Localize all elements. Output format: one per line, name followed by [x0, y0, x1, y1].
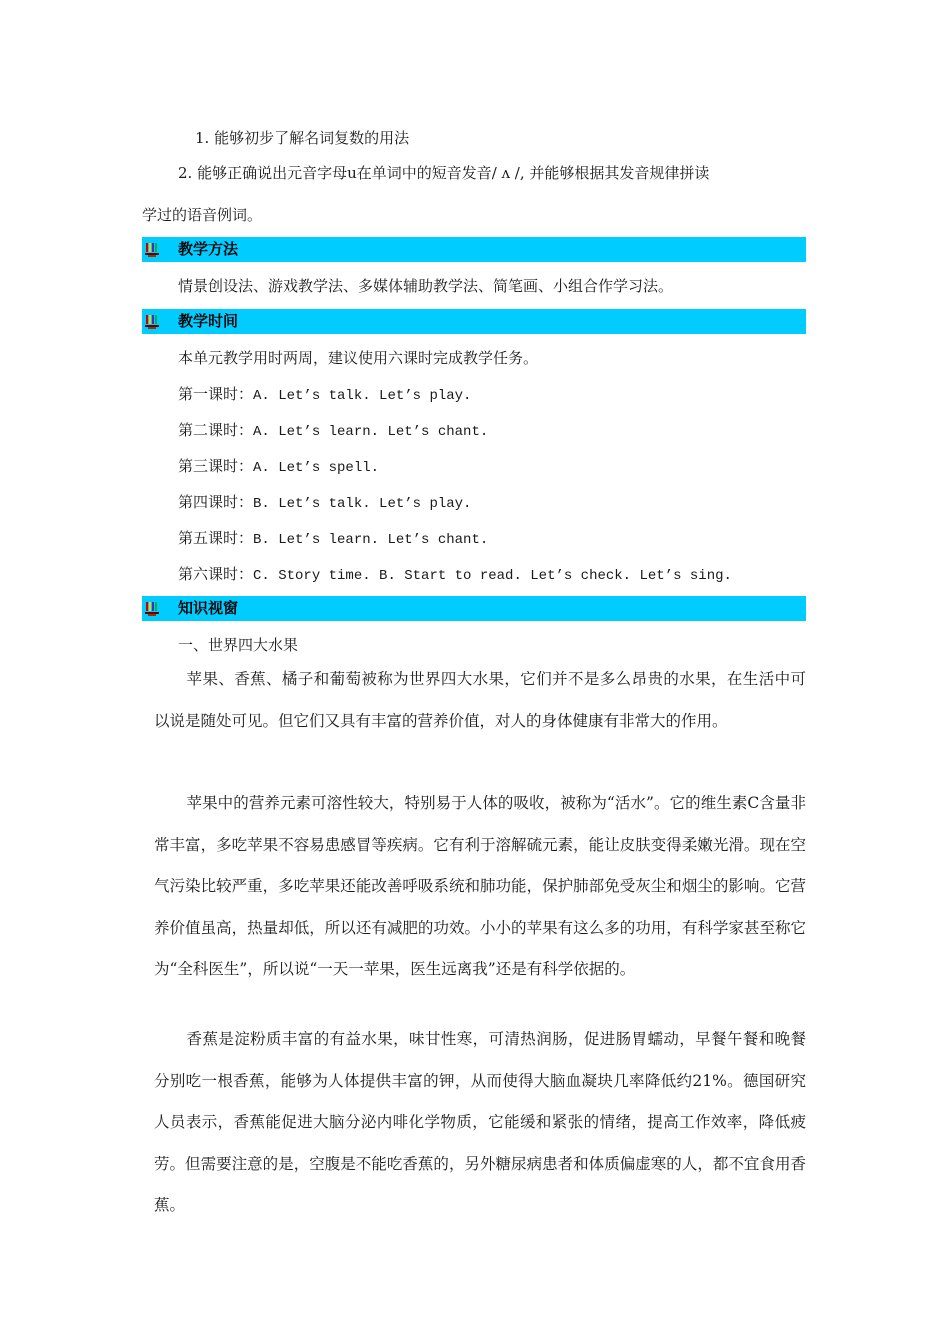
lesson-row: [178, 384, 471, 406]
section-bar-knowledge: [142, 596, 806, 621]
lesson-content: B. Let’s learn. Let’s chant.: [253, 532, 489, 548]
lesson-label: 第四课时：: [178, 493, 254, 511]
lesson-row: [178, 528, 488, 550]
lesson-row: [178, 420, 488, 442]
lesson-row: [178, 492, 471, 514]
objective-item-2-line-2: 学过的语音例词。: [142, 206, 263, 224]
section-heading-methods: 教学方法: [178, 240, 239, 258]
lesson-label: 第三课时：: [178, 457, 254, 475]
lesson-content: A. Let’s learn. Let’s chant.: [253, 424, 489, 440]
knowledge-subheading: 一、世界四大水果: [178, 636, 299, 654]
lesson-row: [178, 564, 732, 586]
lesson-content: B. Let’s talk. Let’s play.: [253, 496, 472, 512]
lesson-label: 第一课时：: [178, 385, 254, 403]
lesson-label: 第六课时：: [178, 565, 254, 583]
objective-item-1: 1. 能够初步了解名词复数的用法: [195, 129, 410, 147]
knowledge-paragraph: 香蕉是淀粉质丰富的有益水果，味甘性寒，可清热润肠，促进肠胃蠕动，早餐午餐和晚餐分别吃一根香蕉，能够为人体提供丰富的钾，从而使得大脑血凝块几率降低约21%。德国研究人员表示，香蕉能促进大脑分泌内啡化学物质，它能缓和紧张的情绪，提高工作效率，降低疲劳。但需要注意的是，空腹是不能吃香蕉的，另外糖尿病患者和体质偏虚寒的人，都不宜食用香蕉。: [154, 1030, 806, 1214]
book-stack-icon: [145, 601, 159, 616]
time-intro: 本单元教学用时两周，建议使用六课时完成教学任务。: [178, 349, 539, 367]
lesson-label: 第五课时：: [178, 529, 254, 547]
lesson-content: C. Story time. B. Start to read. Let’s check. Let’s sing.: [253, 568, 732, 584]
lesson-label: 第二课时：: [178, 421, 254, 439]
section-heading-knowledge: 知识视窗: [178, 599, 239, 617]
section-bar-methods: [142, 237, 806, 262]
book-stack-icon: [145, 314, 159, 329]
book-stack-icon: [145, 242, 159, 257]
section-heading-time: 教学时间: [178, 312, 239, 330]
lesson-content: A. Let’s talk. Let’s play.: [253, 388, 472, 404]
objective-item-2-line-1: 2. 能够正确说出元音字母u在单词中的短音发音/ ʌ /, 并能够根据其发音规律拼读: [178, 164, 710, 182]
methods-text: 情景创设法、游戏教学法、多媒体辅助教学法、简笔画、小组合作学习法。: [178, 277, 674, 295]
lesson-content: A. Let’s spell.: [253, 460, 380, 476]
knowledge-paragraph: 苹果中的营养元素可溶性较大，特别易于人体的吸收，被称为“活水”。它的维生素C含量非常丰富，多吃苹果不容易患感冒等疾病。它有利于溶解硫元素，能让皮肤变得柔嫩光滑。现在空气污染比较严重，多吃苹果还能改善呼吸系统和肺功能，保护肺部免受灰尘和烟尘的影响。它营养价值虽高，热量却低，所以还有减肥的功效。小小的苹果有这么多的功用，有科学家甚至称它为“全科医生”，所以说“一天一苹果，医生远离我”还是有科学依据的。: [154, 794, 806, 978]
knowledge-paragraph: 苹果、香蕉、橘子和葡萄被称为世界四大水果，它们并不是多么昂贵的水果，在生活中可以说是随处可见。但它们又具有丰富的营养价值，对人的身体健康有非常大的作用。: [154, 670, 806, 730]
lesson-row: [178, 456, 379, 478]
section-bar-time: [142, 309, 806, 334]
